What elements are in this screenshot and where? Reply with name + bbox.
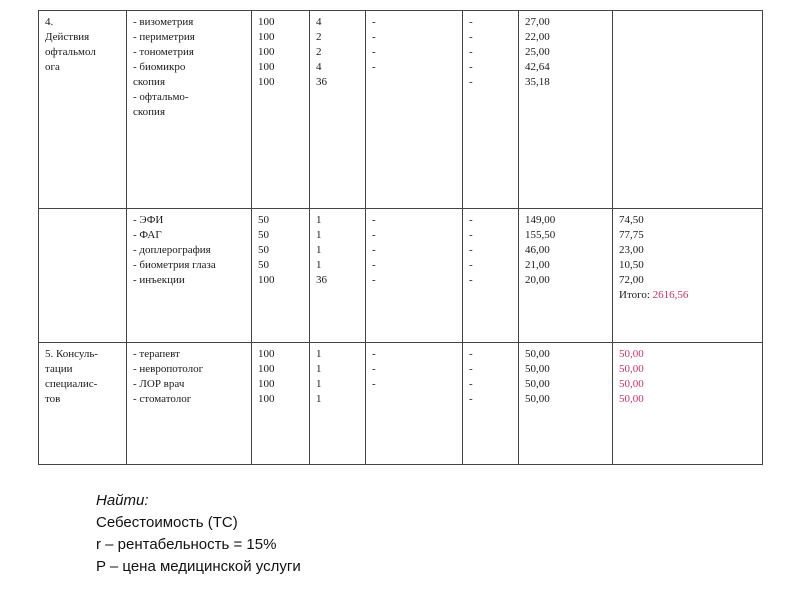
cell-line: 25,00 <box>525 46 550 58</box>
cell-line: 100 <box>258 363 275 375</box>
cell-line: скопия <box>133 76 166 88</box>
cell-line: 50,00 <box>525 378 550 390</box>
cell-line: 100 <box>258 31 275 43</box>
cell-line: 100 <box>258 348 275 360</box>
cell-col4 <box>310 343 366 465</box>
cell-line: - терапевт <box>133 348 180 360</box>
section-title: 5. Консуль- тации специалис- тов <box>45 348 99 405</box>
cell-line: - тонометрия <box>133 46 194 58</box>
cell-line: 100 <box>258 61 275 73</box>
total-value: 2616,56 <box>652 289 689 301</box>
cell-line: - <box>372 61 376 73</box>
cell-line: - <box>469 229 473 241</box>
cell-line: 100 <box>258 76 275 88</box>
task-line-profitability: r – рентабельность = 15% <box>96 536 277 553</box>
table-row <box>39 11 763 209</box>
cell-line: 1 <box>316 259 322 271</box>
cell-line: 100 <box>258 46 275 58</box>
cell-procedures <box>127 209 252 343</box>
cell-line: - ЛОР врач <box>133 378 185 390</box>
cell-line: 100 <box>258 393 275 405</box>
cell-line: 72,00 <box>619 274 644 286</box>
cell-line: - периметрия <box>133 31 195 43</box>
cell-line: 50,00 <box>525 363 550 375</box>
cell-col5 <box>366 11 463 209</box>
cell-col8 <box>613 343 763 465</box>
cell-line: 77,75 <box>619 229 644 241</box>
cell-line: 50,00 <box>525 348 550 360</box>
cell-line: 74,50 <box>619 214 644 226</box>
cell-line: 21,00 <box>525 259 550 271</box>
cell-line: 1 <box>316 244 322 256</box>
cell-line: 50,00 <box>619 363 644 375</box>
section-title: 4. Действия офтальмол ога <box>45 16 96 73</box>
cell-line: 50 <box>258 259 269 271</box>
cell-col7 <box>519 343 613 465</box>
cell-line: 42,64 <box>525 61 550 73</box>
cell-line: 35,18 <box>525 76 550 88</box>
cell-col3 <box>252 11 310 209</box>
cell-section <box>39 209 127 343</box>
cell-line: - <box>372 244 376 256</box>
cell-line: - <box>469 348 473 360</box>
cell-line: - <box>372 348 376 360</box>
cell-line: 50 <box>258 244 269 256</box>
cell-line: - офтальмо- <box>133 91 189 103</box>
cell-line: - <box>469 363 473 375</box>
cell-line: 27,00 <box>525 16 550 28</box>
cell-line: - <box>372 378 376 390</box>
cell-line: - биомикро <box>133 61 186 73</box>
cell-line: - визометрия <box>133 16 194 28</box>
cell-line: 50,00 <box>619 348 644 360</box>
cell-line: - доплерография <box>133 244 211 256</box>
cell-line: 46,00 <box>525 244 550 256</box>
cell-line: - <box>372 46 376 58</box>
cell-line: 22,00 <box>525 31 550 43</box>
cell-section <box>39 343 127 465</box>
cell-line: 2 <box>316 46 322 58</box>
cell-line: 50 <box>258 229 269 241</box>
cell-line: - <box>372 16 376 28</box>
cell-line: - <box>469 46 473 58</box>
cell-line: - <box>372 259 376 271</box>
cell-line: 155,50 <box>525 229 556 241</box>
cell-line: 10,50 <box>619 259 644 271</box>
cell-line: 1 <box>316 393 322 405</box>
cell-line: 20,00 <box>525 274 550 286</box>
cell-line: - <box>469 214 473 226</box>
cell-col5 <box>366 343 463 465</box>
task-heading: Найти: <box>96 492 149 509</box>
cell-line: - <box>372 229 376 241</box>
cell-line: 1 <box>316 348 322 360</box>
cell-line: - невропотолог <box>133 363 204 375</box>
cell-line: 36 <box>316 76 327 88</box>
cell-col5 <box>366 209 463 343</box>
cell-line: - стоматолог <box>133 393 192 405</box>
cell-line: 2 <box>316 31 322 43</box>
cell-line: 1 <box>316 378 322 390</box>
cell-line: - <box>372 31 376 43</box>
total-label: Итого: <box>619 289 653 301</box>
cell-line: - <box>469 31 473 43</box>
table-row <box>39 343 763 465</box>
total-line <box>619 288 756 303</box>
cell-line: - <box>469 16 473 28</box>
cell-line: - <box>469 274 473 286</box>
task-block <box>96 490 301 578</box>
table-body <box>39 11 763 465</box>
cell-line: 100 <box>258 274 275 286</box>
cell-col3 <box>252 343 310 465</box>
cell-line: 1 <box>316 229 322 241</box>
cell-line: - <box>469 244 473 256</box>
cell-line: скопия <box>133 106 166 118</box>
cell-col3 <box>252 209 310 343</box>
cell-line: - ФАГ <box>133 229 162 241</box>
cell-line: - инъекции <box>133 274 185 286</box>
cell-line: - <box>372 274 376 286</box>
cell-line: 23,00 <box>619 244 644 256</box>
cell-line: 36 <box>316 274 327 286</box>
cell-procedures <box>127 11 252 209</box>
cell-line: - биометрия глаза <box>133 259 216 271</box>
cell-line: 50,00 <box>619 378 644 390</box>
cell-line: - <box>469 378 473 390</box>
cell-line: 149,00 <box>525 214 556 226</box>
cell-line: 100 <box>258 378 275 390</box>
task-line-price: P – цена медицинской услуги <box>96 558 301 575</box>
cell-line: - <box>372 363 376 375</box>
cell-line: - <box>469 393 473 405</box>
cell-line: - <box>469 259 473 271</box>
cell-line: 50 <box>258 214 269 226</box>
cell-col4 <box>310 209 366 343</box>
cell-col7 <box>519 11 613 209</box>
cell-line: 4 <box>316 16 322 28</box>
cell-line: 100 <box>258 16 275 28</box>
cell-col6 <box>463 209 519 343</box>
cell-line: - <box>469 76 473 88</box>
cell-line: 4 <box>316 61 322 73</box>
cell-procedures <box>127 343 252 465</box>
cell-line: - <box>469 61 473 73</box>
cell-line: 50,00 <box>619 393 644 405</box>
cell-col8 <box>613 11 763 209</box>
table-row <box>39 209 763 343</box>
cost-table <box>38 10 763 465</box>
cell-line: - <box>372 214 376 226</box>
cell-col8 <box>613 209 763 343</box>
cell-col6 <box>463 343 519 465</box>
cell-line: 1 <box>316 214 322 226</box>
cell-col7 <box>519 209 613 343</box>
task-line-cost: Себестоимость (ТС) <box>96 514 238 531</box>
cell-line: 50,00 <box>525 393 550 405</box>
cell-col6 <box>463 11 519 209</box>
cell-section <box>39 11 127 209</box>
cell-line: 1 <box>316 363 322 375</box>
cell-line: - ЭФИ <box>133 214 164 226</box>
cell-col4 <box>310 11 366 209</box>
